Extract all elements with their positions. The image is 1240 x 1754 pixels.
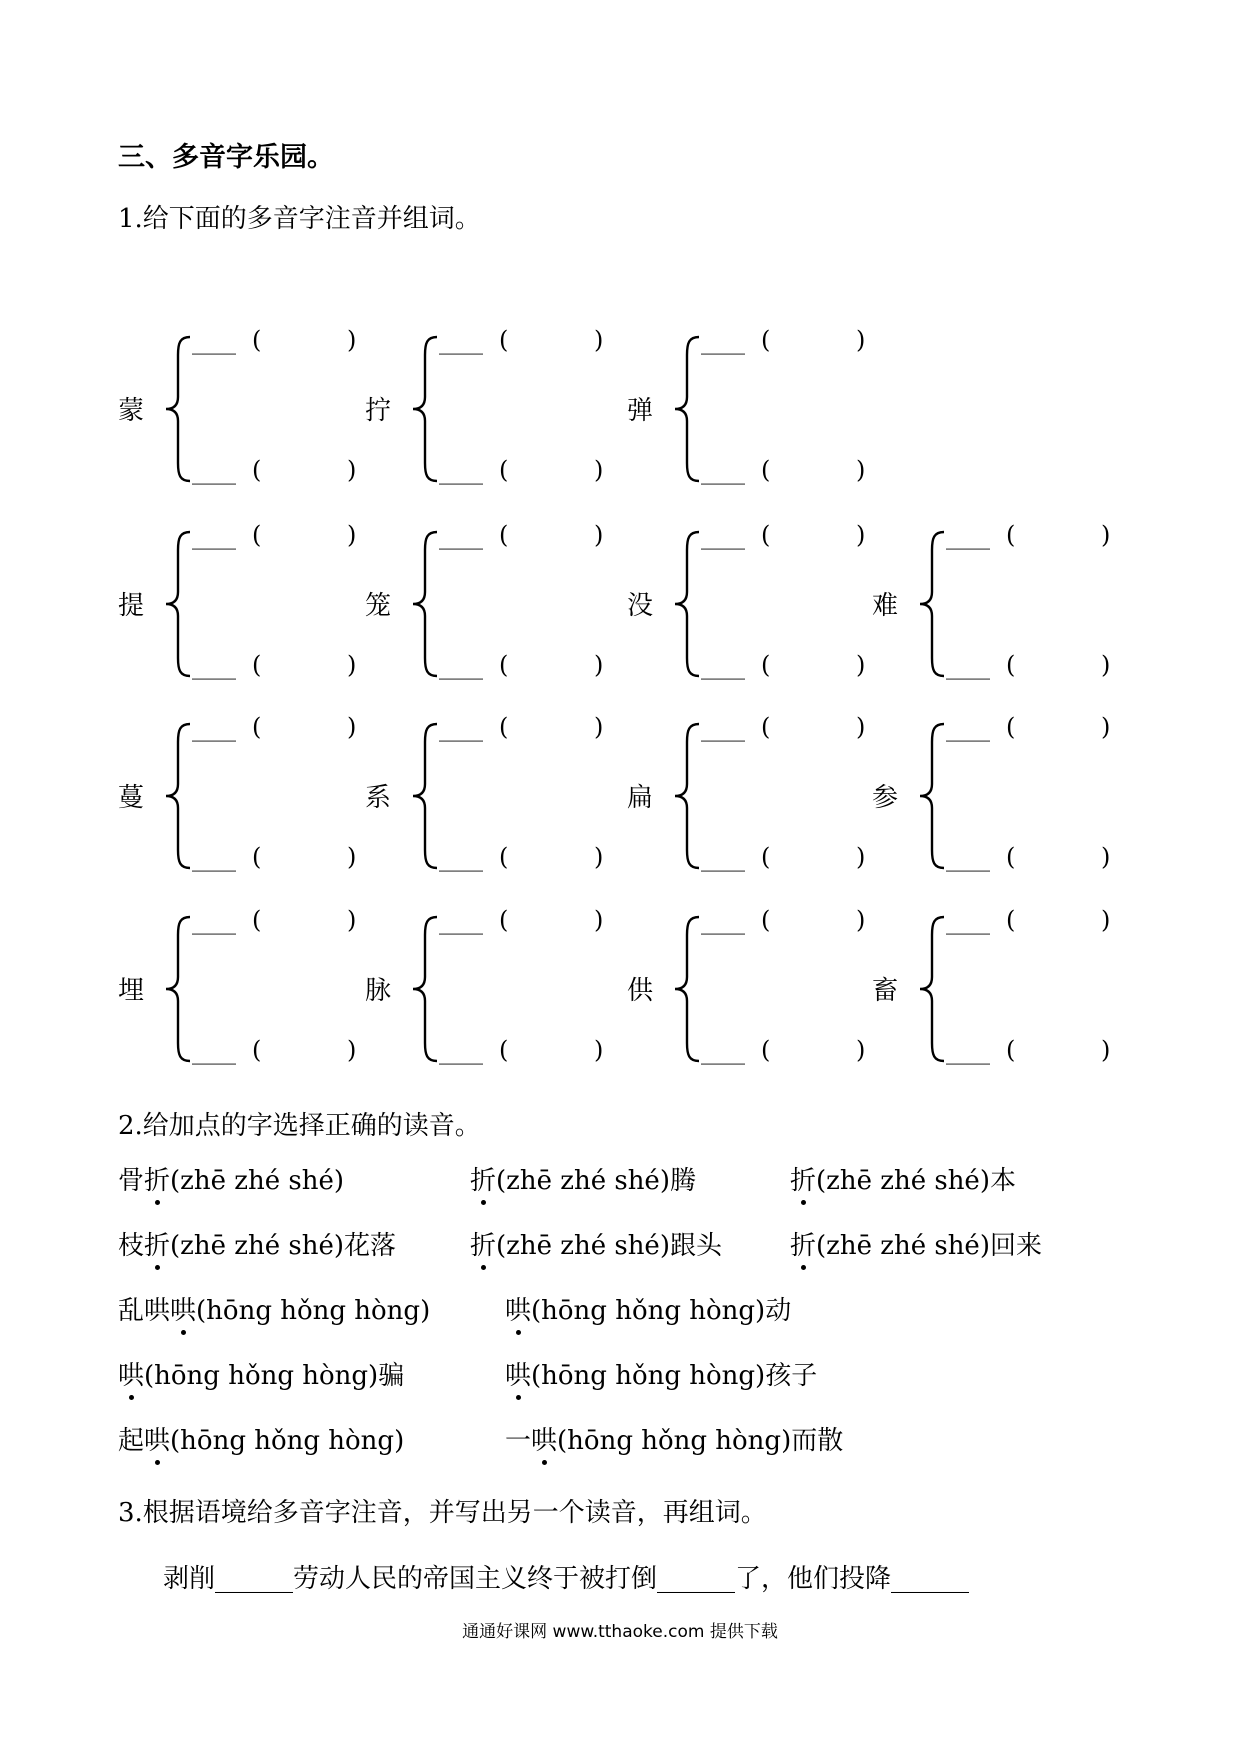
polyphone-character: 供 <box>627 976 654 1006</box>
reading-blank-bottom[interactable]: ____ <box>192 460 236 485</box>
pinyin-paren-close: ) <box>856 521 866 549</box>
item-suffix: 而散 <box>791 1426 844 1456</box>
pinyin-paren-open: ( <box>1006 521 1016 549</box>
pinyin-paren-open: ( <box>499 456 509 484</box>
pinyin-options[interactable]: (zhē zhé shé) <box>170 1231 344 1261</box>
polyphone-character: 没 <box>627 591 654 621</box>
pinyin-paren-open: ( <box>499 906 509 934</box>
dotted-character: 哄 <box>170 1290 196 1327</box>
polyphone-character: 脉 <box>365 976 392 1006</box>
pinyin-options[interactable]: (hōng hǒng hòng) <box>531 1296 766 1326</box>
pinyin-paren-open: ( <box>761 651 771 679</box>
question-3-title: 3.根据语境给多音字注音，并写出另一个读音，再组词。 <box>118 1498 767 1528</box>
pinyin-paren-close: ) <box>1101 651 1111 679</box>
pronunciation-item <box>118 1420 404 1457</box>
pinyin-paren-close: ) <box>856 713 866 741</box>
pinyin-paren-close: ) <box>594 521 604 549</box>
dotted-character: 折 <box>470 1160 496 1197</box>
polyphone-character: 扁 <box>627 783 654 813</box>
pinyin-paren-open: ( <box>761 456 771 484</box>
pinyin-paren-open: ( <box>499 326 509 354</box>
polyphone-character: 弹 <box>627 396 654 426</box>
polyphone-character: 难 <box>872 591 899 621</box>
question-1-title: 1.给下面的多音字注音并组词。 <box>118 204 481 234</box>
pinyin-paren-open: ( <box>761 521 771 549</box>
dotted-character: 折 <box>144 1160 170 1197</box>
footer-credit: 通通好课网 www.tthaoke.com 提供下载 <box>462 1622 778 1642</box>
pronunciation-item <box>118 1290 430 1327</box>
pinyin-paren-close: ) <box>594 456 604 484</box>
reading-blank-top[interactable]: ____ <box>946 525 990 550</box>
curly-brace <box>162 335 194 483</box>
curly-brace <box>409 915 441 1063</box>
polyphone-character: 埋 <box>118 976 145 1006</box>
pronunciation-item <box>505 1290 791 1327</box>
pinyin-paren-close: ) <box>856 906 866 934</box>
pinyin-paren-close: ) <box>347 713 357 741</box>
pinyin-options[interactable]: (zhē zhé shé) <box>496 1231 670 1261</box>
pinyin-paren-close: ) <box>347 521 357 549</box>
pronunciation-item <box>790 1225 1042 1262</box>
pinyin-paren-close: ) <box>856 651 866 679</box>
pinyin-paren-close: ) <box>1101 843 1111 871</box>
reading-blank-top[interactable]: ____ <box>701 525 745 550</box>
pinyin-paren-close: ) <box>856 1036 866 1064</box>
pinyin-paren-close: ) <box>1101 1036 1111 1064</box>
pinyin-paren-open: ( <box>1006 906 1016 934</box>
curly-brace <box>671 530 703 678</box>
pronunciation-item <box>118 1225 396 1262</box>
item-prefix: 一 <box>505 1426 532 1456</box>
polyphone-character: 蒙 <box>118 396 145 426</box>
pinyin-paren-open: ( <box>252 326 262 354</box>
item-suffix: 本 <box>989 1166 1016 1196</box>
polyphone-character: 拧 <box>365 396 392 426</box>
pronunciation-item <box>505 1420 843 1457</box>
pinyin-options[interactable]: (hōng hǒng hòng) <box>144 1361 379 1391</box>
item-prefix: 骨 <box>118 1166 145 1196</box>
curly-brace <box>162 722 194 870</box>
pinyin-paren-open: ( <box>761 843 771 871</box>
item-suffix: 骗 <box>378 1361 405 1391</box>
section-title: 三、多音字乐园。 <box>118 142 334 173</box>
pinyin-paren-open: ( <box>1006 843 1016 871</box>
dotted-character: 哄 <box>144 1420 170 1457</box>
pinyin-paren-close: ) <box>594 1036 604 1064</box>
pinyin-paren-open: ( <box>252 456 262 484</box>
item-suffix: 孩子 <box>765 1361 818 1391</box>
curly-brace <box>671 915 703 1063</box>
reading-blank-bottom[interactable]: ____ <box>439 847 483 872</box>
reading-blank-bottom[interactable]: ____ <box>946 847 990 872</box>
reading-blank-top[interactable]: ____ <box>192 330 236 355</box>
reading-blank-bottom[interactable]: ____ <box>701 847 745 872</box>
pronunciation-item <box>790 1160 1016 1197</box>
pinyin-paren-open: ( <box>252 906 262 934</box>
item-suffix: 动 <box>765 1296 792 1326</box>
item-prefix: 乱哄 <box>118 1296 171 1326</box>
reading-blank-bottom[interactable]: ____ <box>701 1040 745 1065</box>
pinyin-paren-close: ) <box>594 651 604 679</box>
pinyin-paren-open: ( <box>252 713 262 741</box>
pinyin-paren-close: ) <box>347 326 357 354</box>
reading-blank-bottom[interactable]: ____ <box>946 655 990 680</box>
pinyin-paren-open: ( <box>1006 713 1016 741</box>
item-suffix: 跟头 <box>669 1231 722 1261</box>
reading-blank-top[interactable]: ____ <box>946 717 990 742</box>
item-suffix: 腾 <box>669 1166 696 1196</box>
pinyin-paren-open: ( <box>761 906 771 934</box>
curly-brace <box>162 915 194 1063</box>
reading-blank-top[interactable]: ____ <box>701 717 745 742</box>
dotted-character: 折 <box>790 1160 816 1197</box>
pinyin-paren-close: ) <box>347 906 357 934</box>
pinyin-paren-open: ( <box>252 843 262 871</box>
reading-blank-bottom[interactable]: ____ <box>439 655 483 680</box>
reading-blank-top[interactable]: ____ <box>439 717 483 742</box>
pinyin-options[interactable]: (zhē zhé shé) <box>170 1166 344 1196</box>
pinyin-paren-open: ( <box>499 843 509 871</box>
pinyin-paren-open: ( <box>1006 1036 1016 1064</box>
polyphone-character: 畜 <box>872 976 899 1006</box>
reading-blank-top[interactable]: ____ <box>192 717 236 742</box>
curly-brace <box>162 530 194 678</box>
pinyin-paren-close: ) <box>856 456 866 484</box>
reading-blank-bottom[interactable]: ____ <box>192 847 236 872</box>
pinyin-paren-open: ( <box>499 521 509 549</box>
polyphone-character: 系 <box>365 783 392 813</box>
dotted-character: 折 <box>144 1225 170 1262</box>
pinyin-paren-close: ) <box>1101 713 1111 741</box>
polyphone-character: 参 <box>872 783 899 813</box>
pinyin-paren-close: ) <box>856 843 866 871</box>
reading-blank-bottom[interactable]: ____ <box>439 460 483 485</box>
pinyin-paren-close: ) <box>594 326 604 354</box>
polyphone-character: 笼 <box>365 591 392 621</box>
curly-brace <box>409 530 441 678</box>
pronunciation-item <box>118 1160 344 1197</box>
reading-blank-bottom[interactable]: ____ <box>701 655 745 680</box>
pinyin-paren-open: ( <box>1006 651 1016 679</box>
pinyin-paren-open: ( <box>761 713 771 741</box>
question-2-title: 2.给加点的字选择正确的读音。 <box>118 1111 481 1141</box>
dotted-character: 哄 <box>505 1355 531 1392</box>
pinyin-paren-close: ) <box>1101 906 1111 934</box>
pinyin-options[interactable]: (hōng hǒng hòng) <box>557 1426 792 1456</box>
dotted-character: 哄 <box>531 1420 557 1457</box>
item-prefix: 起 <box>118 1426 145 1456</box>
pinyin-paren-close: ) <box>347 456 357 484</box>
curly-brace <box>916 530 948 678</box>
pronunciation-item <box>470 1225 722 1262</box>
curly-brace <box>916 722 948 870</box>
curly-brace <box>671 335 703 483</box>
pinyin-paren-open: ( <box>252 651 262 679</box>
curly-brace <box>671 722 703 870</box>
reading-blank-top[interactable]: ____ <box>192 525 236 550</box>
pinyin-paren-close: ) <box>1101 521 1111 549</box>
curly-brace <box>409 722 441 870</box>
pinyin-paren-open: ( <box>499 713 509 741</box>
dotted-character: 哄 <box>118 1355 144 1392</box>
pinyin-paren-close: ) <box>347 843 357 871</box>
pinyin-paren-open: ( <box>761 1036 771 1064</box>
item-suffix: 回来 <box>989 1231 1042 1261</box>
item-suffix: 花落 <box>343 1231 396 1261</box>
pinyin-paren-open: ( <box>499 1036 509 1064</box>
pinyin-paren-close: ) <box>594 843 604 871</box>
reading-blank-top[interactable]: ____ <box>439 330 483 355</box>
pinyin-paren-open: ( <box>761 326 771 354</box>
reading-blank-top[interactable]: ____ <box>192 910 236 935</box>
pinyin-options[interactable]: (hōng hǒng hòng) <box>170 1426 405 1456</box>
pronunciation-item <box>470 1160 696 1197</box>
dotted-character: 折 <box>790 1225 816 1262</box>
reading-blank-bottom[interactable]: ____ <box>701 460 745 485</box>
pinyin-options[interactable]: (zhē zhé shé) <box>816 1166 990 1196</box>
pinyin-paren-close: ) <box>594 906 604 934</box>
dotted-character: 哄 <box>505 1290 531 1327</box>
pinyin-paren-close: ) <box>347 1036 357 1064</box>
curly-brace <box>409 335 441 483</box>
reading-blank-bottom[interactable]: ____ <box>946 1040 990 1065</box>
reading-blank-top[interactable]: ____ <box>701 330 745 355</box>
pinyin-options[interactable]: (zhē zhé shé) <box>816 1231 990 1261</box>
dotted-character: 折 <box>470 1225 496 1262</box>
reading-blank-bottom[interactable]: ____ <box>192 655 236 680</box>
pinyin-options[interactable]: (hōng hǒng hòng) <box>196 1296 431 1326</box>
item-prefix: 枝 <box>118 1231 145 1261</box>
pinyin-paren-open: ( <box>252 521 262 549</box>
reading-blank-top[interactable]: ____ <box>946 910 990 935</box>
pinyin-options[interactable]: (hōng hǒng hòng) <box>531 1361 766 1391</box>
pinyin-options[interactable]: (zhē zhé shé) <box>496 1166 670 1196</box>
pinyin-paren-open: ( <box>499 651 509 679</box>
polyphone-character: 提 <box>118 591 145 621</box>
reading-blank-top[interactable]: ____ <box>439 910 483 935</box>
reading-blank-top[interactable]: ____ <box>701 910 745 935</box>
pronunciation-item <box>118 1355 404 1392</box>
pronunciation-item <box>505 1355 817 1392</box>
pinyin-paren-open: ( <box>252 1036 262 1064</box>
polyphone-character: 蔓 <box>118 783 145 813</box>
question-3-sentence: 剥削______劳动人民的帝国主义终于被打倒______了，他们投降______ <box>163 1564 970 1594</box>
curly-brace <box>916 915 948 1063</box>
pinyin-paren-close: ) <box>594 713 604 741</box>
reading-blank-top[interactable]: ____ <box>439 525 483 550</box>
pinyin-paren-close: ) <box>347 651 357 679</box>
pinyin-paren-close: ) <box>856 326 866 354</box>
reading-blank-bottom[interactable]: ____ <box>439 1040 483 1065</box>
reading-blank-bottom[interactable]: ____ <box>192 1040 236 1065</box>
